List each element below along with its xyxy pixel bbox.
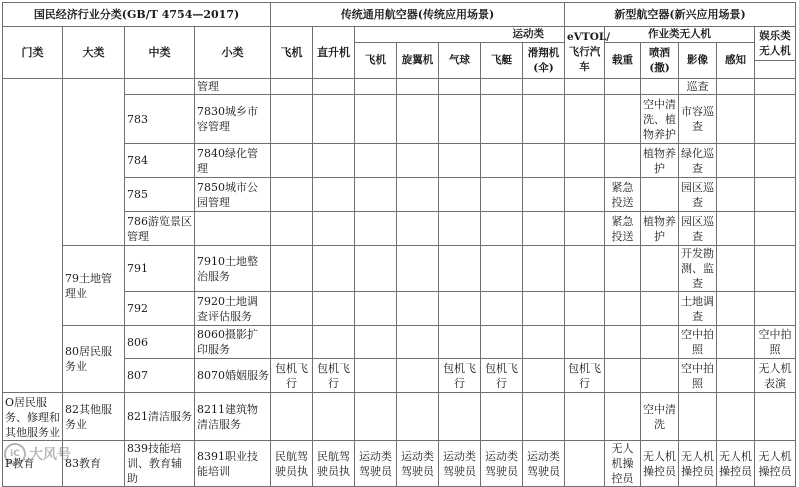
yule-cell: 无人机表演 bbox=[755, 359, 796, 393]
xiaolei-cell: 7910土地整治服务 bbox=[195, 246, 271, 292]
zhonglei-cell: 786游览景区管理 bbox=[125, 212, 195, 246]
xiaolei-cell: 7840绿化管理 bbox=[195, 144, 271, 178]
yingxiang-cell: 巡查 bbox=[679, 79, 717, 95]
header-yingxiang: 影像 bbox=[679, 43, 717, 79]
header-traditional-aircraft: 传统通用航空器(传统应用场景) bbox=[271, 3, 565, 27]
header-zhishengji: 直升机 bbox=[313, 27, 355, 79]
dalei-cell: 80居民服务业 bbox=[63, 326, 125, 393]
menlei-cell: P教育 bbox=[3, 441, 63, 487]
zhonglei-cell bbox=[125, 79, 195, 95]
yule-cell: 空中拍照 bbox=[755, 326, 796, 359]
watermark bbox=[4, 442, 114, 466]
zhonglei-cell: 821清洁服务 bbox=[125, 393, 195, 441]
pensa-cell: 无人机操控员 bbox=[641, 441, 679, 487]
zhonglei-cell: 791 bbox=[125, 246, 195, 292]
xiaolei-cell: 7850城市公园管理 bbox=[195, 178, 271, 212]
zhishengji-cell: 民航驾驶员执 bbox=[313, 441, 355, 487]
pensa-cell: 植物养护 bbox=[641, 212, 679, 246]
zhonglei-cell: 806 bbox=[125, 326, 195, 359]
xiaolei-cell: 8211建筑物清洁服务 bbox=[195, 393, 271, 441]
evtol-cell: 包机飞行 bbox=[565, 359, 605, 393]
yingxiang-cell: 园区巡查 bbox=[679, 212, 717, 246]
header-evtol: eVTOL/飞行汽车 bbox=[565, 27, 605, 79]
yingxiang-cell: 市容巡查 bbox=[679, 95, 717, 144]
zhonglei-cell: 784 bbox=[125, 144, 195, 178]
xiaolei-cell: 8391职业技能培训 bbox=[195, 441, 271, 487]
zhonglei-cell: 792 bbox=[125, 292, 195, 326]
yingxiang-cell: 空中拍照 bbox=[679, 326, 717, 359]
zhonglei-cell: 785 bbox=[125, 178, 195, 212]
qiqiu-cell: 包机飞行 bbox=[439, 359, 481, 393]
zhishengji-cell: 包机飞行 bbox=[313, 359, 355, 393]
pensa-cell: 植物养护 bbox=[641, 144, 679, 178]
dalei-cell: 82其他服务业 bbox=[63, 393, 125, 441]
header-ganzhi: 感知 bbox=[717, 43, 755, 79]
dalei-cell: 79土地管理业 bbox=[63, 246, 125, 326]
yingxiang-cell: 无人机操控员 bbox=[679, 441, 717, 487]
header-menlei: 门类 bbox=[3, 27, 63, 79]
yundong-qiqiu-cell: 运动类驾驶员 bbox=[439, 441, 481, 487]
zhonglei-cell: 783 bbox=[125, 95, 195, 144]
zhonglei-cell: 807 bbox=[125, 359, 195, 393]
zhonglei-cell: 839技能培训、教育辅助 bbox=[125, 441, 195, 487]
yundong-feiji-cell: 运动类驾驶员 bbox=[355, 441, 397, 487]
menlei-cell: O居民服务、修理和其他服务业 bbox=[3, 393, 63, 441]
header-sub-xuanyiji: 旋翼机 bbox=[397, 43, 439, 79]
header-gbt-classification: 国民经济行业分类(GB/T 4754—2017) bbox=[3, 3, 271, 27]
header-dalei: 大类 bbox=[63, 27, 125, 79]
zaizhong-cell: 紧急投送 bbox=[605, 178, 641, 212]
xiaolei-cell: 7830城乡市容管理 bbox=[195, 95, 271, 144]
watermark-text: 大风号 bbox=[29, 447, 71, 463]
pensa-cell: 空中清洗、植物养护 bbox=[641, 95, 679, 144]
header-zhonglei: 中类 bbox=[125, 27, 195, 79]
yingxiang-cell: 园区巡查 bbox=[679, 178, 717, 212]
feiting-cell: 包机飞行 bbox=[481, 359, 523, 393]
header-sub-feiji: 飞机 bbox=[355, 43, 397, 79]
yundong-xuanyiji-cell: 运动类驾驶员 bbox=[397, 441, 439, 487]
header-zuoye: 作业类无人机 bbox=[605, 27, 755, 43]
dalei-cell: 83教育 bbox=[63, 441, 125, 487]
yingxiang-cell: 空中拍照 bbox=[679, 359, 717, 393]
dalei-cell-empty bbox=[63, 79, 125, 246]
yingxiang-cell: 土地调查 bbox=[679, 292, 717, 326]
header-yule: 娱乐类无人机 bbox=[755, 27, 796, 61]
pensa-cell: 空中清洗 bbox=[641, 393, 679, 441]
header-sub-feiting: 飞艇 bbox=[481, 43, 523, 79]
ganzhi-cell: 无人机操控员 bbox=[717, 441, 755, 487]
industry-aircraft-table bbox=[2, 2, 796, 487]
menlei-cell-empty bbox=[3, 79, 63, 393]
feiji-cell: 民航驾驶员执 bbox=[271, 441, 313, 487]
header-feiji: 飞机 bbox=[271, 27, 313, 79]
feiji-cell: 包机飞行 bbox=[271, 359, 313, 393]
yundong-huaxiangji-cell: 运动类驾驶员 bbox=[523, 441, 565, 487]
header-sub-qiqiu: 气球 bbox=[439, 43, 481, 79]
yingxiang-cell: 绿化巡查 bbox=[679, 144, 717, 178]
xiaolei-cell bbox=[195, 212, 271, 246]
yundong-feiting-cell: 运动类驾驶员 bbox=[481, 441, 523, 487]
xiaolei-cell: 8060摄影扩印服务 bbox=[195, 326, 271, 359]
xiaolei-cell: 管理 bbox=[195, 79, 271, 95]
header-pensa: 喷洒(撒) bbox=[641, 43, 679, 79]
yule-cell: 无人机操控员 bbox=[755, 441, 796, 487]
header-new-aircraft: 新型航空器(新兴应用场景) bbox=[565, 3, 796, 27]
header-zaizhong: 载重 bbox=[605, 43, 641, 79]
watermark-logo-icon: iC bbox=[4, 443, 26, 465]
xiaolei-cell: 7920土地调查评估服务 bbox=[195, 292, 271, 326]
xiaolei-cell: 8070婚姻服务 bbox=[195, 359, 271, 393]
zaizhong-cell: 紧急投送 bbox=[605, 212, 641, 246]
empty-cell bbox=[755, 61, 796, 79]
header-xiaolei: 小类 bbox=[195, 27, 271, 79]
header-sub-huaxiangji: 滑翔机(伞) bbox=[523, 43, 565, 79]
zaizhong-cell: 无人机操控员 bbox=[605, 441, 641, 487]
yingxiang-cell: 开发勘测、监查 bbox=[679, 246, 717, 292]
header-yundong: 运动类 bbox=[355, 27, 565, 43]
